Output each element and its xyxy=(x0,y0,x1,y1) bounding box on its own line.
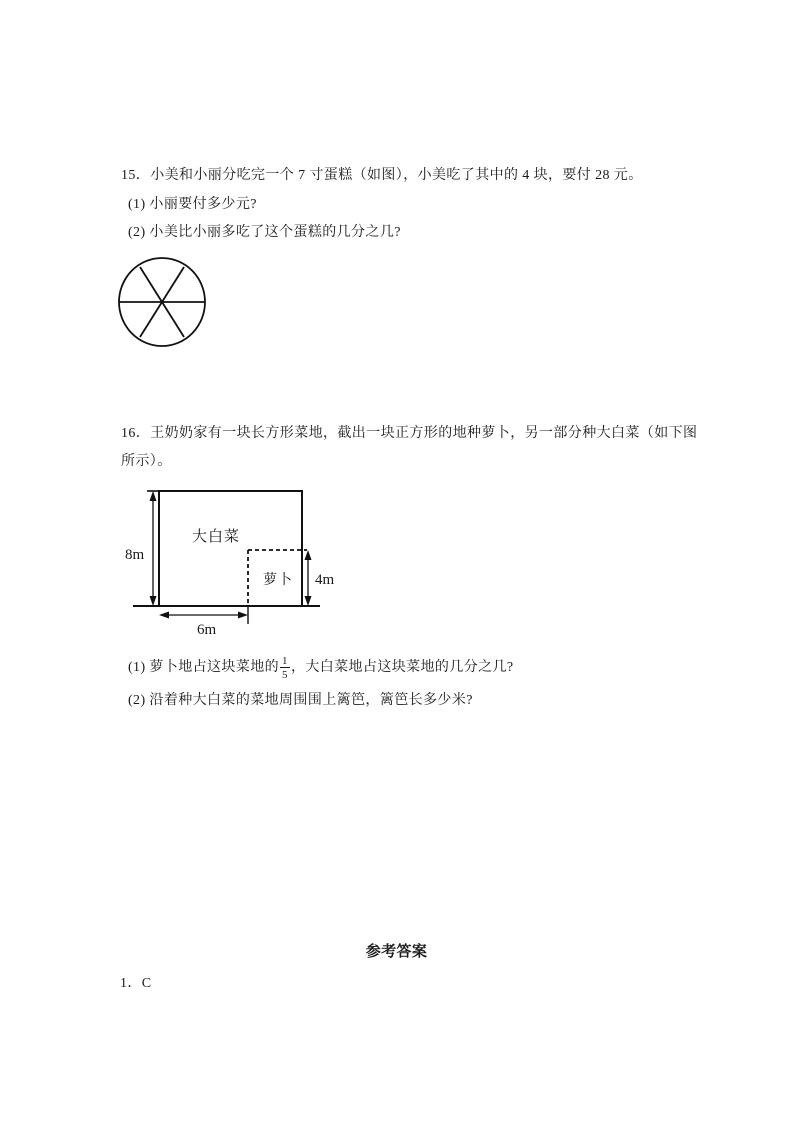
cabbage-area-label: 大白菜 xyxy=(192,529,241,545)
question-16-stem-line-1: 16．王奶奶家有一块长方形菜地，截出一块正方形的地种萝卜，另一部分种大白菜（如下图 xyxy=(121,426,698,441)
answers-header: 参考答案 xyxy=(365,944,428,960)
field-height-label: 8m xyxy=(125,547,145,563)
vegetable-field-diagram xyxy=(125,480,340,640)
question-16-part-1-prefix: (1) 萝卜地占这块菜地的 xyxy=(128,660,280,675)
width-arrow-right-icon xyxy=(238,612,248,619)
height-arrow-up-icon xyxy=(150,491,157,501)
fraction-denominator: 5 xyxy=(282,668,288,681)
height-arrow-down-icon xyxy=(150,596,157,606)
question-16-part-1-suffix: ，大白菜地占这块菜地的几分之几? xyxy=(290,660,514,675)
question-16-part-2: (2) 沿着种大白菜的菜地周围围上篱笆，篱笆长多少米? xyxy=(128,693,473,708)
field-width-label: 6m xyxy=(197,622,217,638)
question-15-part-2: (2) 小美比小丽多吃了这个蛋糕的几分之几? xyxy=(128,225,401,240)
width-arrow-left-icon xyxy=(159,612,169,619)
field-rectangle xyxy=(159,491,302,606)
square-arrow-up-icon xyxy=(305,550,312,560)
answer-item-1: 1．C xyxy=(120,976,152,991)
question-15-part-1: (1) 小丽要付多少元? xyxy=(128,197,257,212)
radish-area-label: 萝卜 xyxy=(263,573,293,588)
square-side-label: 4m xyxy=(315,572,335,588)
question-15-stem: 15．小美和小丽分吃完一个 7 寸蛋糕（如图），小美吃了其中的 4 块，要付 28 元。 xyxy=(121,168,643,183)
square-arrow-down-icon xyxy=(305,596,312,606)
cake-circle-diagram xyxy=(117,256,209,350)
fraction-one-fifth xyxy=(280,655,290,682)
question-16-part-1 xyxy=(128,652,514,684)
fraction-numerator: 1 xyxy=(282,654,288,667)
question-16-stem-line-2: 所示）。 xyxy=(121,454,172,469)
